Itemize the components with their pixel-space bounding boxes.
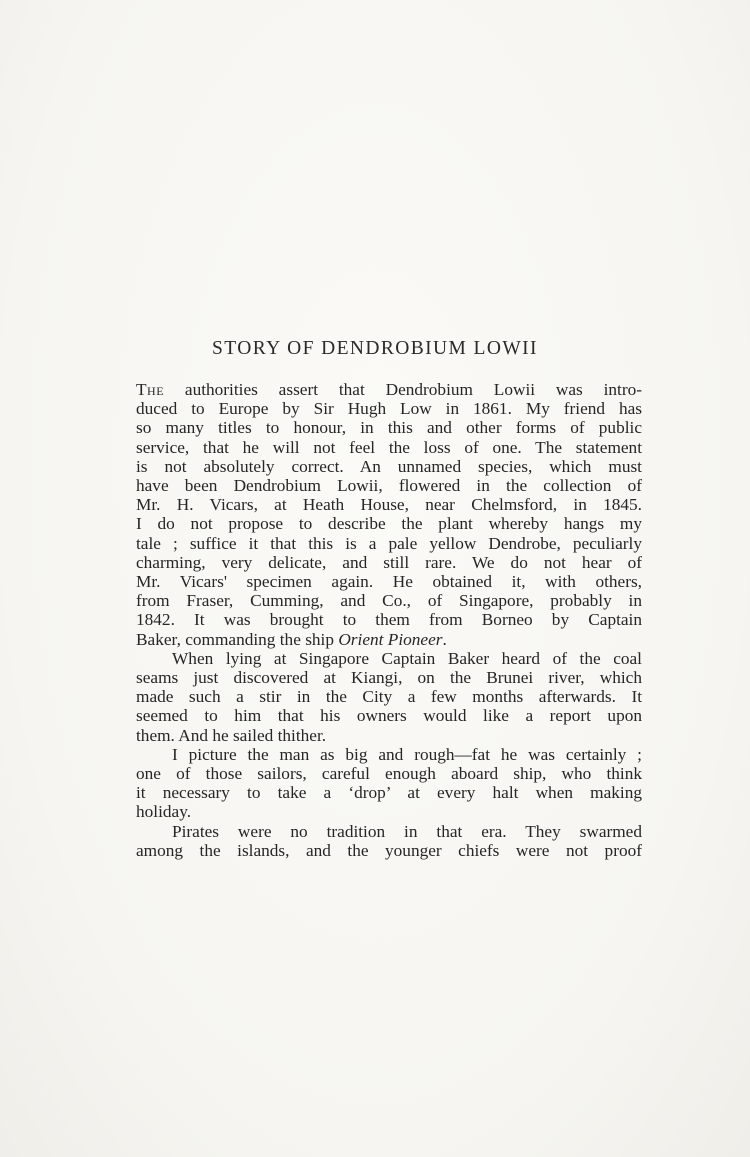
opening-word: The (136, 380, 165, 399)
text-line: holiday. (136, 802, 192, 822)
paragraph-1 (136, 380, 642, 649)
text-line: Mr. Vicars' specimen again. He obtained it, with others, (136, 572, 642, 592)
text-line: charming, very delicate, and still rare. We do not hear of (136, 552, 642, 572)
text-line: When lying at Singapore Captain Baker heard of the coal (172, 648, 642, 668)
text-line: 1842. It was brought to them from Borneo by Captain (136, 610, 642, 630)
text-line: it necessary to take a ‘drop’ at every halt when making (136, 783, 642, 803)
text-line: I do not propose to describe the plant whereby hangs my (136, 514, 642, 534)
text-line: The authorities assert that Dendrobium Lowii was intro- (136, 380, 642, 399)
text-line: made such a stir in the City a few months afterwards. It (136, 687, 642, 707)
ship-name: Orient Pioneer (338, 629, 443, 649)
paragraph-2 (136, 649, 642, 745)
text-line: seams just discovered at Kiangi, on the Brunei river, which (136, 668, 642, 688)
text-line: Baker, commanding the ship Orient Pioneer. (136, 629, 447, 649)
text-line: have been Dendrobium Lowii, flowered in the collection of (136, 476, 642, 496)
text-line: duced to Europe by Sir Hugh Low in 1861. My friend has (136, 399, 642, 419)
text-line: is not absolutely correct. An unnamed species, which must (136, 456, 642, 476)
text-line: from Fraser, Cumming, and Co., of Singapore, probably in (136, 591, 642, 611)
text-line: one of those sailors, careful enough aboard ship, who think (136, 764, 642, 784)
paragraph-4 (136, 822, 642, 860)
text-line: I picture the man as big and rough—fat he was certainly ; (172, 744, 642, 764)
text-line: Mr. H. Vicars, at Heath House, near Chelmsford, in 1845. (136, 495, 642, 515)
paragraph-3 (136, 745, 642, 822)
text-line: so many titles to honour, in this and other forms of public (136, 418, 642, 438)
text-line: tale ; suffice it that this is a pale yellow Dendrobe, peculiarly (136, 533, 642, 553)
text-line: Pirates were no tradition in that era. They swarmed (172, 821, 642, 841)
text-line: among the islands, and the younger chiefs were not proof (136, 840, 642, 860)
text-line: service, that he will not feel the loss of one. The statement (136, 437, 642, 457)
chapter-title: STORY OF DENDROBIUM LOWII (212, 338, 538, 359)
text-line: them. And he sailed thither. (136, 725, 327, 745)
text-line: seemed to him that his owners would like a report upon (136, 706, 642, 726)
body-text (136, 380, 642, 860)
